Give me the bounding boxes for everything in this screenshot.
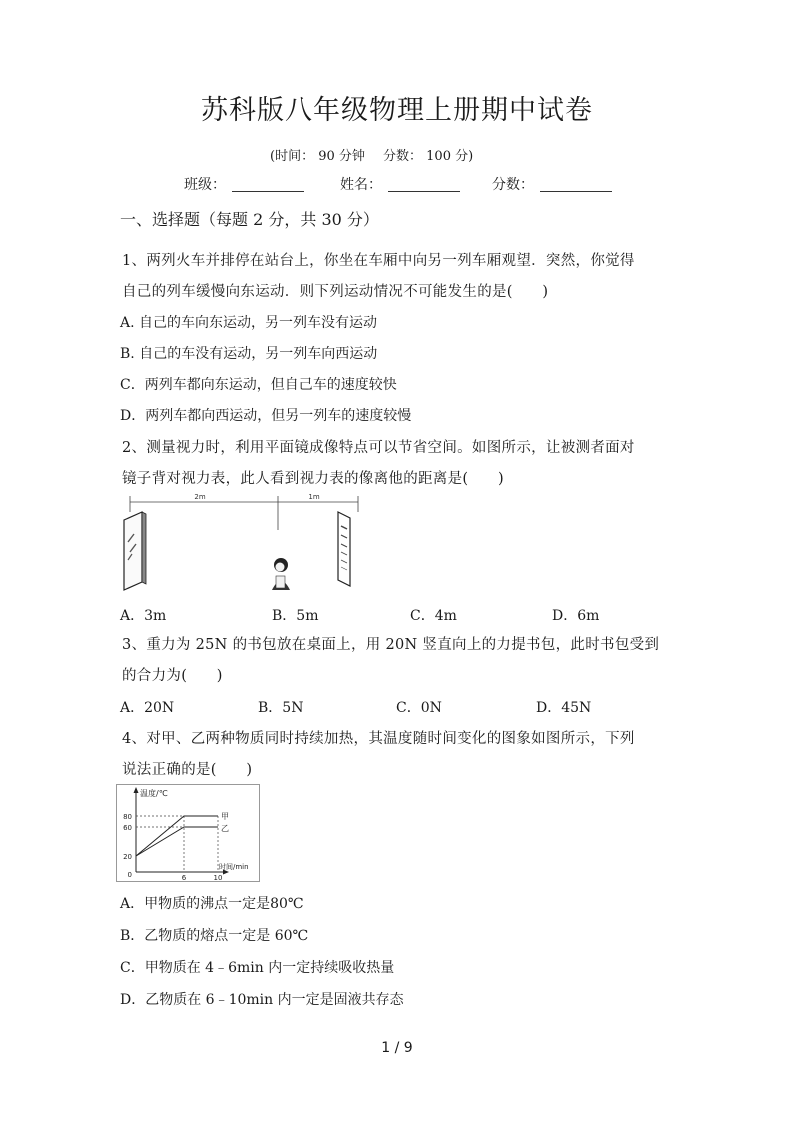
y-tick-20: 20 [123, 853, 132, 861]
label-jia: 甲 [221, 812, 229, 821]
name-blank [388, 177, 460, 192]
q4-option-d: D．乙物质在 6﹣10min 内一定是固液共存态 [120, 992, 404, 1008]
q2-line2: 镜子背对视力表，此人看到视力表的像离他的距离是( ) [122, 471, 504, 487]
q1-option-b: B. 自己的车没有运动，另一列车向西运动 [120, 346, 378, 362]
y-tick-60: 60 [123, 824, 132, 832]
class-field: 班级： [184, 174, 304, 194]
person-icon [272, 558, 290, 590]
label-1m: 1m [308, 493, 320, 501]
q2-option-b: B．5m [272, 608, 319, 624]
vision-test-figure [118, 490, 368, 598]
exam-time: (时间： 90 分钟 [270, 149, 365, 164]
q2-options [120, 605, 720, 625]
mirror-icon [124, 512, 146, 590]
q3-option-d: D．45N [536, 700, 592, 716]
x-tick-10: 10 [213, 874, 223, 882]
exam-score: 分数： 100 分) [383, 149, 474, 164]
y-tick-0: 0 [127, 871, 132, 879]
q1-line2: 自己的列车缓慢向东运动．则下列运动情况不可能发生的是( ) [122, 284, 549, 300]
q3-option-a: A．20N [120, 700, 175, 716]
q1-option-c: C．两列车都向东运动，但自己车的速度较快 [120, 377, 397, 393]
q2-option-a: A．3m [120, 608, 167, 624]
eye-chart-icon [338, 512, 350, 586]
q3-line2: 的合力为( ) [122, 668, 223, 684]
exam-info [270, 145, 487, 164]
x-axis-label: 时间/min [219, 863, 249, 871]
q4-option-c: C．甲物质在 4﹣6min 内一定持续吸收热量 [120, 960, 395, 976]
q4-line1: 4、对甲、乙两种物质同时持续加热，其温度随时间变化的图象如图所示，下列 [122, 731, 635, 747]
page-number: 1 / 9 [381, 1040, 413, 1056]
q2-option-c: C．4m [410, 608, 457, 624]
temperature-graph [116, 784, 260, 882]
section-heading: 一、选择题（每题 2 分，共 30 分） [120, 210, 379, 229]
y-tick-80: 80 [123, 813, 132, 821]
score-field: 分数： [492, 174, 612, 194]
x-tick-6: 6 [181, 874, 187, 882]
q3-option-c: C．0N [396, 700, 442, 716]
class-blank [232, 177, 304, 192]
q4-option-a: A．甲物质的沸点一定是80℃ [120, 896, 304, 912]
label-2m: 2m [194, 493, 206, 501]
q3-line1: 3、重力为 25N 的书包放在桌面上，用 20N 竖直向上的力提书包，此时书包受到 [122, 637, 660, 653]
name-field: 姓名： [340, 174, 460, 194]
q1-option-d: D．两列车都向西运动，但另一列车的速度较慢 [120, 408, 412, 424]
q4-line2: 说法正确的是( ) [122, 762, 253, 778]
label-yi: 乙 [221, 824, 229, 833]
q3-options [120, 697, 720, 717]
q4-option-b: B．乙物质的熔点一定是 60℃ [120, 928, 309, 944]
q2-option-d: D．6m [552, 608, 600, 624]
y-axis-label: 温度/℃ [140, 789, 168, 798]
q1-option-a: A. 自己的车向东运动，另一列车没有运动 [120, 315, 378, 331]
score-blank [540, 177, 612, 192]
q1-line1: 1、两列火车并排停在站台上，你坐在车厢中向另一列车厢观望．突然，你觉得 [122, 253, 635, 269]
q3-option-b: B．5N [258, 700, 304, 716]
page-title: 苏科版八年级物理上册期中试卷 [201, 95, 593, 126]
q2-line1: 2、测量视力时，利用平面镜成像特点可以节省空间。如图所示，让被测者面对 [122, 440, 635, 456]
